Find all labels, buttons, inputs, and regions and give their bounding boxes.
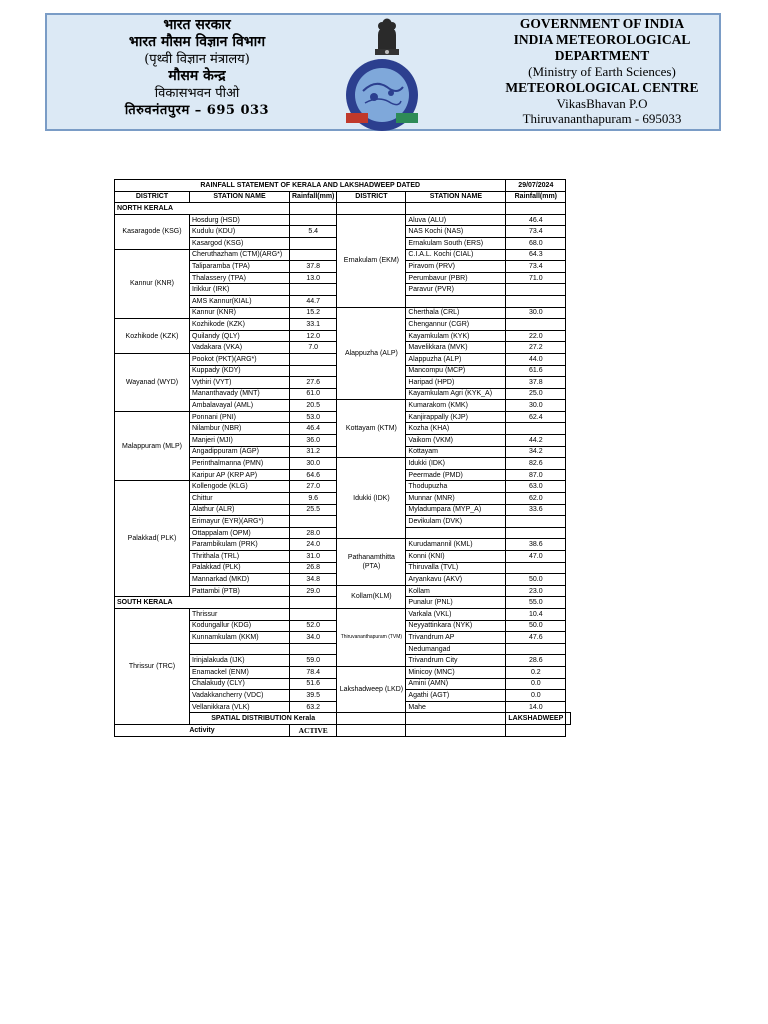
english-address	[487, 16, 717, 127]
station-name: Erimayur (EYR)(ARG*)	[190, 516, 290, 528]
rainfall-value: 50.0	[506, 574, 566, 586]
table-cell	[406, 203, 506, 215]
rainfall-value: 25.0	[506, 388, 566, 400]
rainfall-value: 46.4	[290, 423, 337, 435]
station-name: Kunnamkulam (KKM)	[190, 632, 290, 644]
station-name: Ambalavayal (AML)	[190, 400, 290, 412]
station-name: Vaikom (VKM)	[406, 435, 506, 447]
rainfall-value: 51.6	[290, 678, 337, 690]
station-name: Nedumangad	[406, 643, 506, 655]
station-name: Munnar (MNR)	[406, 493, 506, 505]
station-name: Kozha (KHA)	[406, 423, 506, 435]
station-name: Konni (KNI)	[406, 551, 506, 563]
rainfall-value: 34.0	[290, 632, 337, 644]
rainfall-value: 25.5	[290, 504, 337, 516]
station-name: Thrissur	[190, 608, 290, 620]
rainfall-value: 61.0	[290, 388, 337, 400]
section-label-north: NORTH KERALA	[115, 203, 290, 215]
station-name: Kudulu (KDU)	[190, 226, 290, 238]
table-row	[115, 214, 571, 226]
rainfall-value: 34.2	[506, 446, 566, 458]
station-name: Nilambur (NBR)	[190, 423, 290, 435]
column-header: DISTRICT	[337, 191, 406, 203]
english-line-5: METEOROLOGICAL CENTRE	[505, 79, 699, 95]
rainfall-value: 29.0	[290, 585, 337, 597]
rainfall-value: 13.0	[290, 272, 337, 284]
station-name: Alathur (ALR)	[190, 504, 290, 516]
column-header: Rainfall(mm)	[506, 191, 566, 203]
rainfall-value: 34.8	[290, 574, 337, 586]
station-name: Karipur AP (KRP AP)	[190, 469, 290, 481]
station-name: Devikulam (DVK)	[406, 516, 506, 528]
table-cell	[290, 597, 337, 609]
station-name: Minicoy (MNC)	[406, 666, 506, 678]
station-name: Cherthala (CRL)	[406, 307, 506, 319]
station-name: Cheruthazham (CTM)(ARG*)	[190, 249, 290, 261]
rainfall-value: 38.6	[506, 539, 566, 551]
station-name: Mannarkad (MKD)	[190, 574, 290, 586]
rainfall-value: 31.0	[290, 551, 337, 563]
english-line-3: DEPARTMENT	[554, 48, 650, 63]
letterhead	[45, 13, 721, 131]
rainfall-value: 0.2	[506, 666, 566, 678]
district-name: Alappuzha (ALP)	[337, 307, 406, 400]
station-name: Palakkad (PLK)	[190, 562, 290, 574]
station-name: Chengannur (CGR)	[406, 319, 506, 331]
rainfall-value	[290, 237, 337, 249]
rainfall-value: 44.7	[290, 295, 337, 307]
station-name: Alappuzha (ALP)	[406, 353, 506, 365]
station-name: Vadakkancherry (VDC)	[190, 690, 290, 702]
rainfall-value	[290, 249, 337, 261]
station-name: Ernakulam South (ERS)	[406, 237, 506, 249]
rainfall-value: 82.6	[506, 458, 566, 470]
table-row	[115, 180, 571, 192]
english-line-2: INDIA METEOROLOGICAL	[513, 32, 691, 47]
station-name: Hosdurg (HSD)	[190, 214, 290, 226]
station-name: Ottappalam (OPM)	[190, 527, 290, 539]
english-line-4: (Ministry of Earth Sciences)	[528, 64, 676, 79]
rainfall-value: 73.4	[506, 226, 566, 238]
rainfall-value: 28.6	[506, 655, 566, 667]
rainfall-value	[506, 295, 566, 307]
rainfall-value: 52.0	[290, 620, 337, 632]
station-name: Pookot (PKT)(ARG*)	[190, 353, 290, 365]
rainfall-value: 46.4	[506, 214, 566, 226]
rainfall-value: 71.0	[506, 272, 566, 284]
rainfall-value	[506, 284, 566, 296]
station-name: Pattambi (PTB)	[190, 585, 290, 597]
rainfall-value: 37.8	[290, 261, 337, 273]
spatial-distribution-label: SPATIAL DISTRIBUTION Kerala	[190, 713, 337, 725]
rainfall-value: 12.0	[290, 330, 337, 342]
district-name: Kasaragode (KSG)	[115, 214, 190, 249]
station-name: Thodupuzha	[406, 481, 506, 493]
column-header: STATION NAME	[190, 191, 290, 203]
rainfall-value: 7.0	[290, 342, 337, 354]
rainfall-value: 59.0	[290, 655, 337, 667]
station-name: AMS Kannur(KIAL)	[190, 295, 290, 307]
station-name: Aluva (ALU)	[406, 214, 506, 226]
district-name: Palakkad( PLK)	[115, 481, 190, 597]
rainfall-value: 0.0	[506, 690, 566, 702]
rainfall-value: 5.4	[290, 226, 337, 238]
station-name: Quilandy (QLY)	[190, 330, 290, 342]
rainfall-value: 55.0	[506, 597, 566, 609]
rainfall-value: 30.0	[506, 400, 566, 412]
table-cell	[406, 713, 506, 725]
station-name: Haripad (HPD)	[406, 377, 506, 389]
section-label-south: SOUTH KERALA	[115, 597, 290, 609]
rainfall-value: 47.6	[506, 632, 566, 644]
station-name: Mancompu (MCP)	[406, 365, 506, 377]
rainfall-value	[506, 562, 566, 574]
english-line-6: VikasBhavan P.O	[556, 95, 648, 111]
column-header: DISTRICT	[115, 191, 190, 203]
column-header: STATION NAME	[406, 191, 506, 203]
rainfall-value: 9.6	[290, 493, 337, 505]
hindi-address	[47, 17, 347, 119]
english-line-1: GOVERNMENT OF INDIA	[519, 16, 685, 31]
rainfall-value: 63.2	[290, 701, 337, 713]
station-name: Kodungallur (KDG)	[190, 620, 290, 632]
station-name: Vythiri (VYT)	[190, 377, 290, 389]
hindi-line-4: मौसम केन्द्र	[168, 68, 226, 84]
rainfall-value: 24.0	[290, 539, 337, 551]
station-name: Thalassery (TPA)	[190, 272, 290, 284]
table-cell	[337, 713, 406, 725]
station-name: Kollam	[406, 585, 506, 597]
rainfall-value: 22.0	[506, 330, 566, 342]
station-name: Angadippuram (AGP)	[190, 446, 290, 458]
table-row	[115, 608, 571, 620]
station-name: Paravur (PVR)	[406, 284, 506, 296]
rainfall-value: 31.2	[290, 446, 337, 458]
rainfall-value: 53.0	[290, 411, 337, 423]
rainfall-value: 27.2	[506, 342, 566, 354]
district-name: Ernakulam (EKM)	[337, 214, 406, 307]
hindi-line-5: विकासभवन पीओ	[154, 86, 240, 101]
rainfall-value	[506, 319, 566, 331]
station-name: Agathi (AGT)	[406, 690, 506, 702]
imd-logo-icon	[341, 57, 423, 133]
station-name: Perinthalmanna (PMN)	[190, 458, 290, 470]
station-name: Ponnani (PNI)	[190, 411, 290, 423]
station-name: Varkala (VKL)	[406, 608, 506, 620]
station-name: Aryankavu (AKV)	[406, 574, 506, 586]
station-name: Manjeri (MJI)	[190, 435, 290, 447]
station-name: Chittur	[190, 493, 290, 505]
table-cell	[290, 203, 337, 215]
rainfall-value: 64.3	[506, 249, 566, 261]
station-name: Neyyattinkara (NYK)	[406, 620, 506, 632]
table-cell	[337, 203, 406, 215]
station-name: Mahe	[406, 701, 506, 713]
station-name: Kayamkulam Agri (KYK_A)	[406, 388, 506, 400]
station-name: Myladumpara (MYP_A)	[406, 504, 506, 516]
rainfall-value: 64.6	[290, 469, 337, 481]
rainfall-value	[290, 643, 337, 655]
rainfall-value: 44.0	[506, 353, 566, 365]
rainfall-value: 30.0	[290, 458, 337, 470]
rainfall-value: 62.4	[506, 411, 566, 423]
rainfall-value: 10.4	[506, 608, 566, 620]
rainfall-value: 33.1	[290, 319, 337, 331]
station-name: Kayamkulam (KYK)	[406, 330, 506, 342]
station-name: Kasargod (KSG)	[190, 237, 290, 249]
rainfall-value	[290, 353, 337, 365]
station-name: Trivandrum City	[406, 655, 506, 667]
district-name: Lakshadweep (LKD)	[337, 666, 406, 712]
district-name: Kozhikode (KZK)	[115, 319, 190, 354]
district-name: Wayanad (WYD)	[115, 353, 190, 411]
rainfall-value	[290, 365, 337, 377]
rainfall-value	[290, 284, 337, 296]
rainfall-value	[506, 643, 566, 655]
rainfall-value: 27.0	[290, 481, 337, 493]
english-line-7: Thiruvananthapuram - 695033	[522, 111, 682, 126]
rainfall-value: 33.6	[506, 504, 566, 516]
table-cell	[566, 713, 571, 725]
station-name: Peermade (PMD)	[406, 469, 506, 481]
rainfall-value: 27.6	[290, 377, 337, 389]
station-name: Perumbavur (PBR)	[406, 272, 506, 284]
station-name: Thrithala (TRL)	[190, 551, 290, 563]
station-name: Vadakara (VKA)	[190, 342, 290, 354]
rainfall-value: 61.6	[506, 365, 566, 377]
table-row	[115, 203, 571, 215]
district-name: Thiruvananthapuram (TVM)	[337, 608, 406, 666]
station-name	[406, 527, 506, 539]
rainfall-value: 23.0	[506, 585, 566, 597]
station-name: Idukki (IDK)	[406, 458, 506, 470]
activity-value: ACTIVE	[290, 724, 337, 736]
station-name: Kanjirappally (KJP)	[406, 411, 506, 423]
hindi-line-1: भारत सरकार	[163, 17, 231, 33]
district-name: Pathanamthitta (PTA)	[337, 539, 406, 585]
lakshadweep-label: LAKSHADWEEP	[506, 713, 566, 725]
rainfall-value: 50.0	[506, 620, 566, 632]
station-name: Irikkur (IRK)	[190, 284, 290, 296]
station-name: Irinjalakuda (IJK)	[190, 655, 290, 667]
activity-label: Activity	[115, 724, 290, 736]
rainfall-value	[506, 527, 566, 539]
station-name	[406, 295, 506, 307]
station-name: Kumarakom (KMK)	[406, 400, 506, 412]
rainfall-value	[290, 608, 337, 620]
station-name: Thiruvalla (TVL)	[406, 562, 506, 574]
station-name	[190, 643, 290, 655]
column-header: Rainfall(mm)	[290, 191, 337, 203]
rainfall-value	[506, 516, 566, 528]
rainfall-value	[506, 423, 566, 435]
rainfall-value: 44.2	[506, 435, 566, 447]
district-name: Kannur (KNR)	[115, 249, 190, 319]
hindi-line-2: भारत मौसम विज्ञान विभाग	[128, 34, 266, 50]
rainfall-value: 26.8	[290, 562, 337, 574]
station-name: Mananthavady (MNT)	[190, 388, 290, 400]
station-name: Kurudamannil (KML)	[406, 539, 506, 551]
table-cell	[337, 724, 406, 736]
rainfall-value: 28.0	[290, 527, 337, 539]
station-name: Chalakudy (CLY)	[190, 678, 290, 690]
rainfall-value: 63.0	[506, 481, 566, 493]
district-name: Kollam(KLM)	[337, 585, 406, 608]
station-name: Vellanikkara (VLK)	[190, 701, 290, 713]
table-cell	[506, 724, 566, 736]
station-name: Kottayam	[406, 446, 506, 458]
district-name: Kottayam (KTM)	[337, 400, 406, 458]
station-name: Piravom (PRV)	[406, 261, 506, 273]
rainfall-value: 30.0	[506, 307, 566, 319]
rainfall-value: 0.0	[506, 678, 566, 690]
rainfall-value	[290, 516, 337, 528]
hindi-line-6: तिरुवनंतपुरम – 695 033	[124, 103, 270, 118]
table-date: 29/07/2024	[506, 180, 566, 192]
rainfall-value: 37.8	[506, 377, 566, 389]
rainfall-value: 15.2	[290, 307, 337, 319]
station-name: Kuppady (KDY)	[190, 365, 290, 377]
district-name: Malappuram (MLP)	[115, 411, 190, 481]
rainfall-value	[290, 214, 337, 226]
rainfall-value: 36.0	[290, 435, 337, 447]
rainfall-value: 62.0	[506, 493, 566, 505]
district-name: Idukki (IDK)	[337, 458, 406, 539]
station-name: Kollengode (KLG)	[190, 481, 290, 493]
rainfall-value: 68.0	[506, 237, 566, 249]
rainfall-value: 47.0	[506, 551, 566, 563]
district-name: Thrissur (TRC)	[115, 608, 190, 724]
rainfall-value: 20.5	[290, 400, 337, 412]
table-cell	[406, 724, 506, 736]
station-name: Amini (AMN)	[406, 678, 506, 690]
national-emblem-icon	[367, 15, 407, 59]
rainfall-table	[114, 179, 571, 737]
station-name: NAS Kochi (NAS)	[406, 226, 506, 238]
station-name: Kannur (KNR)	[190, 307, 290, 319]
rainfall-value: 73.4	[506, 261, 566, 273]
rainfall-value: 78.4	[290, 666, 337, 678]
table-cell	[506, 203, 566, 215]
station-name: Trivandrum AP	[406, 632, 506, 644]
station-name: Taliparamba (TPA)	[190, 261, 290, 273]
station-name: Kozhikode (KZK)	[190, 319, 290, 331]
station-name: Mavelikkara (MVK)	[406, 342, 506, 354]
table-title: RAINFALL STATEMENT OF KERALA AND LAKSHADWEEP DATED	[115, 180, 506, 192]
rainfall-value: 14.0	[506, 701, 566, 713]
rainfall-value: 39.5	[290, 690, 337, 702]
station-name: C.I.A.L. Kochi (CIAL)	[406, 249, 506, 261]
station-name: Parambikulam (PRK)	[190, 539, 290, 551]
table-row	[115, 724, 571, 736]
rainfall-value: 87.0	[506, 469, 566, 481]
station-name: Punalur (PNL)	[406, 597, 506, 609]
table-row	[115, 191, 571, 203]
station-name: Enamackel (ENM)	[190, 666, 290, 678]
hindi-line-3: (पृथ्वी विज्ञान मंत्रालय)	[144, 52, 250, 67]
